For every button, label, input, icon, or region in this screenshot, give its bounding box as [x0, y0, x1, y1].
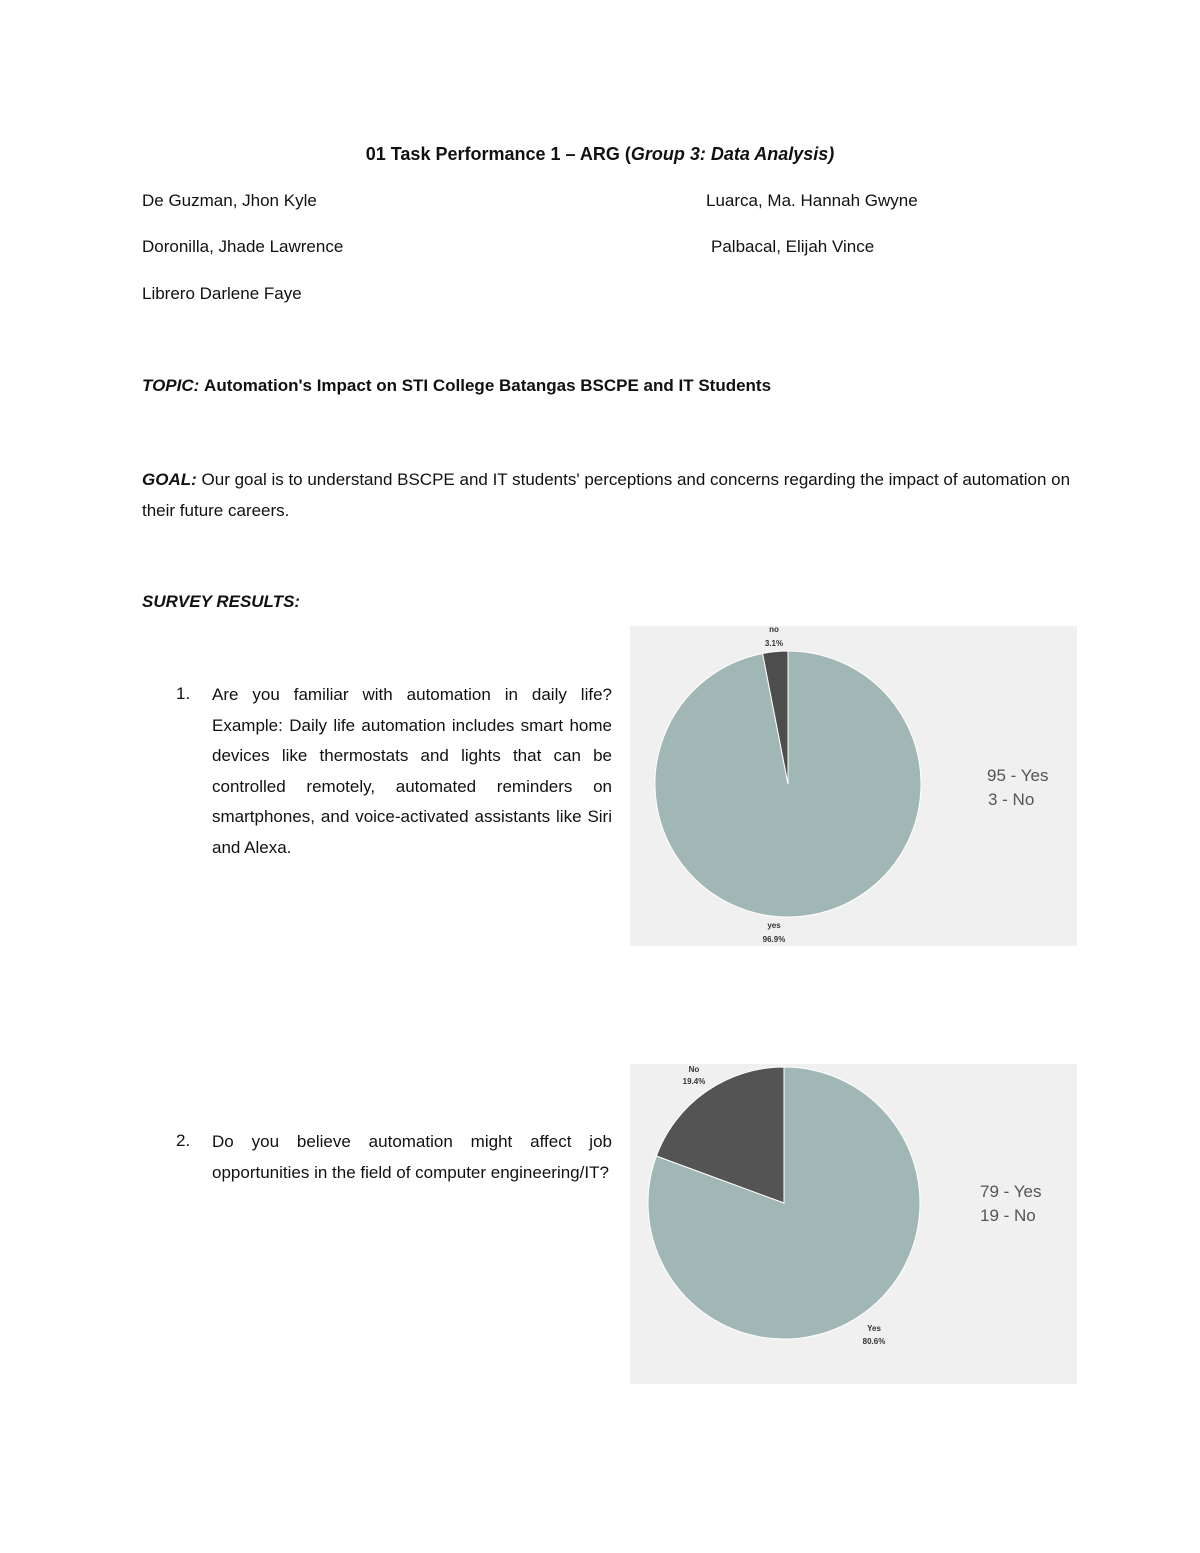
slice-label-yes: Yes — [867, 1324, 881, 1333]
member-name: Doronilla, Jhade Lawrence — [142, 237, 344, 256]
chart-legend — [987, 764, 1048, 812]
slice-percent-yes: 96.9% — [762, 935, 786, 944]
question-number: 1. — [176, 684, 191, 703]
slice-percent-yes: 80.6% — [862, 1337, 886, 1346]
pie-chart-1 — [630, 626, 1077, 946]
legend-item-no: 19 - No — [980, 1206, 1036, 1225]
member-name: De Guzman, Jhon Kyle — [142, 191, 317, 210]
legend-item-yes: 95 - Yes — [987, 766, 1049, 785]
slice-label-yes: yes — [767, 921, 781, 930]
chart-legend — [980, 1180, 1041, 1228]
question-text: Do you believe automation might affect job opportunities in the field of computer engineering/IT? — [212, 1132, 612, 1182]
slice-label-no: No — [688, 1065, 700, 1074]
legend-item-yes: 79 - Yes — [980, 1182, 1042, 1201]
goal-paragraph — [142, 464, 1072, 526]
slice-label-no: no — [769, 626, 779, 634]
question-text: Are you familiar with automation in daily life? Example: Daily life automation includes smart home devices like thermostats and lights that can be controlled remotely, automated reminders on smartphones, and voice-activated assistants like Siri and Alexa. — [212, 685, 612, 857]
member-name: Librero Darlene Faye — [142, 284, 302, 303]
topic-text: Automation's Impact on STI College Batangas BSCPE and IT Students — [204, 376, 772, 395]
pie-chart-2 — [630, 1064, 1077, 1384]
slice-percent-no: 3.1% — [764, 639, 784, 648]
goal-label: GOAL: — [142, 470, 197, 489]
topic-line — [142, 376, 771, 396]
legend-item-no: 3 - No — [988, 790, 1035, 809]
title-italic: Group 3: Data Analysis) — [630, 144, 835, 164]
survey-results-label: SURVEY RESULTS: — [142, 592, 301, 611]
question-number: 2. — [176, 1131, 191, 1150]
goal-text: Our goal is to understand BSCPE and IT students' perceptions and concerns regarding the impact of automation on their future careers. — [142, 470, 1071, 520]
document-title — [0, 144, 1200, 165]
member-name: Palbacal, Elijah Vince — [711, 237, 875, 256]
member-name: Luarca, Ma. Hannah Gwyne — [706, 191, 918, 210]
topic-label: TOPIC: — [142, 376, 200, 395]
title-main: 01 Task Performance 1 – ARG ( — [365, 144, 631, 164]
slice-percent-no: 19.4% — [682, 1077, 706, 1086]
